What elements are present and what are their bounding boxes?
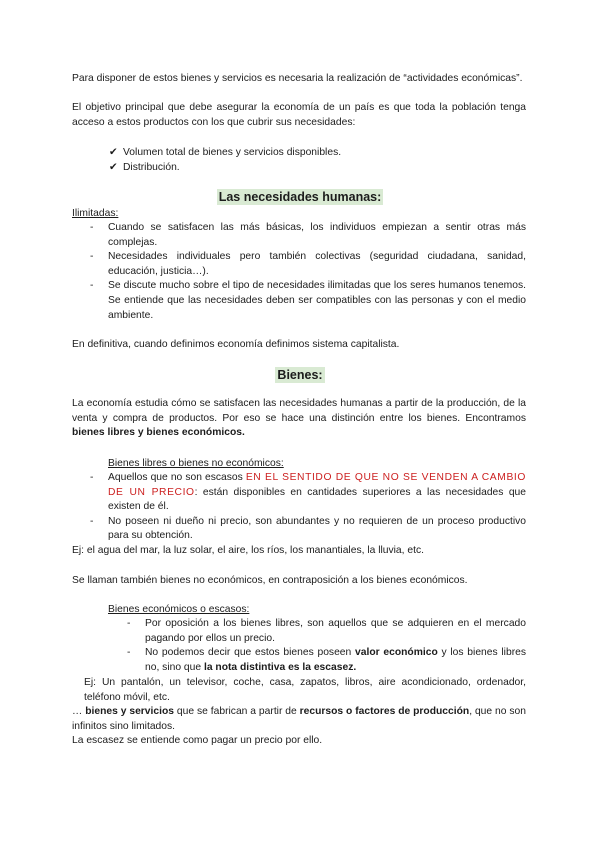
bienes-economicos-subheading: Bienes económicos o escasos: <box>108 604 250 615</box>
ilimitadas-subheading: Ilimitadas: <box>72 208 119 219</box>
bienes-intro: La economía estudia cómo se satisfacen las necesidades humanas a partir de la producción, de la venta y compra de productos. Por eso se hace una distinción entre los bienes. Encontramos bienes libres y bienes económicos. <box>72 398 526 439</box>
list-item: - Necesidades individuales pero también colectivas (seguridad ciudadana, sanidad, educación, justicia…). <box>90 251 526 277</box>
bienes-economicos-example: Ej: Un pantalón, un televisor, coche, casa, zapatos, libros, aire acondicionado, ordenador, teléfono móvil, etc. <box>84 677 526 703</box>
list-item: - Cuando se satisfacen las más básicas, los individuos empiezan a sentir otras más complejas. <box>90 222 526 248</box>
necesidades-conclusion: En definitiva, cuando definimos economía definimos sistema capitalista. <box>72 339 400 350</box>
bienes-economicos-list <box>127 617 526 675</box>
necesidades-heading-row <box>0 190 600 207</box>
checklist-item: ✔ Volumen total de bienes y servicios disponibles. <box>109 146 509 161</box>
list-item: - No podemos decir que estos bienes poseen valor económico y los bienes libres no, sino que la nota distintiva es la escasez. <box>127 647 526 673</box>
bienes-libres-list <box>90 471 526 544</box>
bienes-closing: … bienes y servicios que se fabrican a partir de recursos o factores de producción, que no son infinitos sino limitados. <box>72 706 526 732</box>
checklist <box>109 146 509 175</box>
list-item: - No poseen ni dueño ni precio, son abundantes y no requieren de un proceso productivo para su obtención. <box>90 515 526 542</box>
bienes-libres-subheading: Bienes libres o bienes no económicos: <box>108 458 284 469</box>
checklist-item: ✔ Distribución. <box>109 161 509 176</box>
check-icon: ✔ <box>109 147 118 158</box>
list-item: - Por oposición a los bienes libres, son aquellos que se adquieren en el mercado pagando por ellos un precio. <box>127 618 526 644</box>
escasez-paragraph: La escasez se entiende como pagar un precio por ello. <box>72 735 323 746</box>
bienes-heading: Bienes: <box>277 368 323 382</box>
necesidades-heading: Las necesidades humanas: <box>218 190 382 204</box>
bienes-heading-row <box>0 368 600 385</box>
bienes-libres-example: Ej: el agua del mar, la luz solar, el aire, los ríos, los manantiales, la lluvia, etc. <box>72 545 424 556</box>
intro-paragraph-1: Para disponer de estos bienes y servicios es necesaria la realización de “actividades económicas”. <box>72 73 523 84</box>
list-item: - Aquellos que no son escasos EN EL SENTIDO DE QUE NO SE VENDEN A CAMBIO DE UN PRECIO: están disponibles en cantidades superiores a las necesidades que existen de él. <box>90 472 527 513</box>
bienes-aka-paragraph: Se llaman también bienes no económicos, en contraposición a los bienes económicos. <box>72 575 468 586</box>
check-icon: ✔ <box>109 161 118 173</box>
intro-paragraph-2: El objetivo principal que debe asegurar la economía de un país es que toda la población tenga acceso a estos productos con los que cubrir sus necesidades: <box>72 102 526 128</box>
necesidades-list <box>90 221 526 323</box>
list-item: - Se discute mucho sobre el tipo de necesidades ilimitadas que los seres humanos tenemos. Se entiende que las necesidades deben ser compatibles con las personas y con el medio ambiente. <box>90 280 526 321</box>
